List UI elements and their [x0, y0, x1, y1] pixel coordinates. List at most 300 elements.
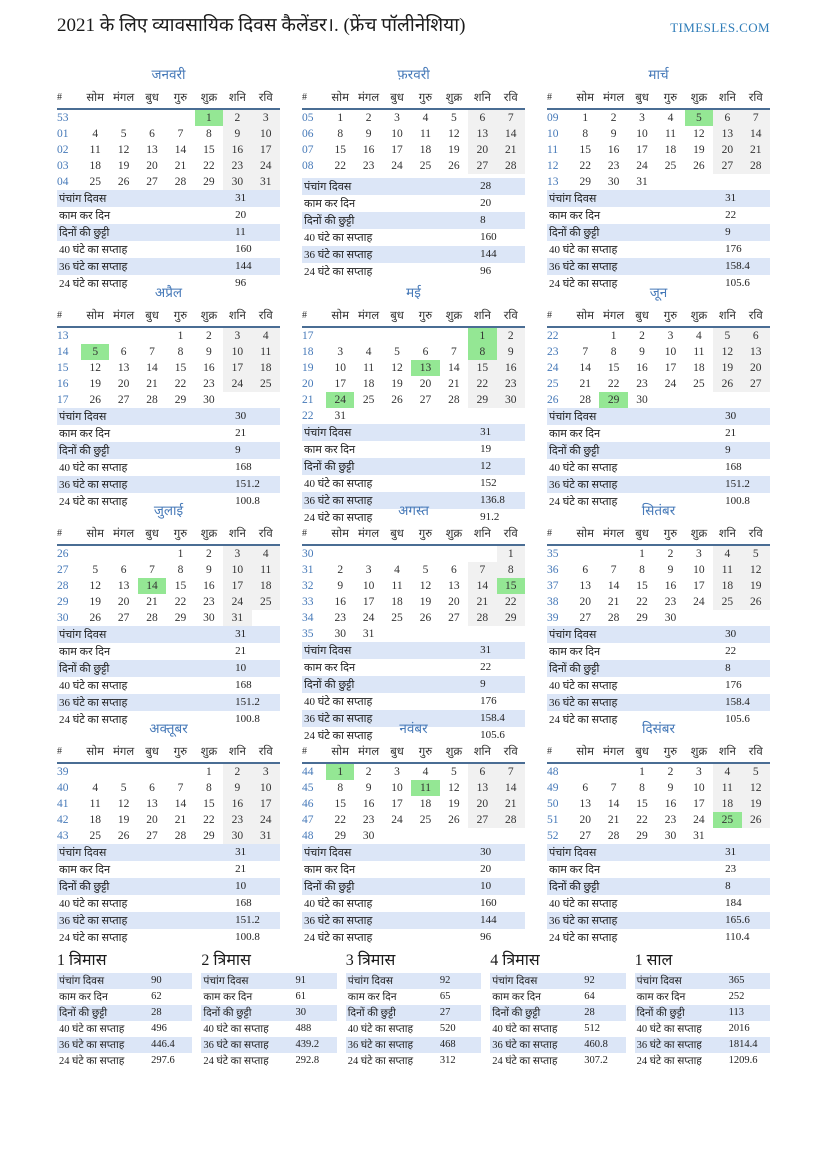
day-cell: 8: [206, 127, 212, 140]
month-stat-value: 31: [480, 426, 492, 439]
summary-stat-row: [57, 1005, 192, 1021]
summary-stat-row: [490, 1053, 625, 1069]
day-cell: 12: [117, 797, 130, 810]
day-cell: 15: [468, 360, 496, 376]
day-cell: 30: [203, 611, 215, 624]
month-stat-row: [57, 408, 280, 425]
week-number: 48: [547, 765, 559, 778]
holiday-day-cell: 5: [81, 344, 109, 360]
day-header: गुरु: [411, 88, 439, 109]
day-cell: [326, 545, 354, 562]
day-cell: [571, 327, 599, 344]
calendar-week-row: [57, 174, 280, 190]
day-cell: 10: [362, 579, 375, 592]
day-cell: 21: [607, 813, 620, 826]
summary-stat-value: 488: [295, 1023, 312, 1035]
day-cell: 19: [391, 377, 403, 390]
day-cell: 2: [365, 765, 372, 778]
day-cell: 18: [693, 361, 705, 374]
summary-stat-row: [57, 973, 192, 989]
day-cell: 25: [693, 377, 705, 390]
summary-stat-value: 65: [439, 991, 451, 1003]
month-stat-value: 22: [725, 645, 737, 658]
day-cell: 20: [419, 377, 432, 390]
day-cell: 25: [252, 376, 280, 392]
calendar-table: [57, 88, 280, 190]
day-cell: 13: [713, 126, 741, 142]
day-cell: 13: [579, 579, 591, 592]
month-stat-label: काम कर दिन: [549, 863, 601, 876]
day-cell: [468, 545, 496, 562]
day-header: मंगल: [109, 742, 137, 763]
day-cell: 25: [713, 594, 741, 610]
summary-stat-row: [346, 1037, 481, 1053]
month-stat-value: 31: [235, 192, 247, 205]
day-cell: 16: [223, 142, 251, 158]
calendar-week-row: [57, 376, 280, 392]
month-stat-value: 144: [480, 248, 497, 261]
day-cell: 5: [120, 127, 127, 140]
calendar-week-row: [57, 780, 280, 796]
day-header: रवि: [742, 306, 770, 327]
day-header: गुरु: [656, 306, 684, 327]
day-cell: 16: [664, 579, 677, 592]
day-cell: [497, 828, 525, 844]
summary-stat-value: 520: [439, 1023, 456, 1035]
month-stat-row: [547, 459, 770, 476]
month-stat-value: 9: [725, 226, 731, 239]
day-cell: 26: [419, 611, 432, 624]
day-header: सोम: [571, 88, 599, 109]
week-number: 22: [547, 329, 559, 342]
day-cell: 5: [120, 781, 127, 794]
day-cell: [571, 763, 599, 780]
month-stat-row: [302, 178, 525, 195]
month-stat-label: पंचांग दिवस: [59, 410, 107, 423]
month-stat-value: 168: [725, 461, 742, 474]
week-number: 42: [57, 813, 69, 826]
week-number: 07: [302, 143, 314, 156]
calendar-week-row: [547, 578, 770, 594]
day-cell: 14: [448, 361, 460, 374]
calendar-week-row: [547, 344, 770, 360]
day-cell: 16: [362, 797, 375, 810]
day-header: मंगल: [599, 742, 627, 763]
month-stat-row: [57, 190, 280, 207]
month-stat-value: 100.8: [235, 495, 260, 508]
summary-stat-row: [57, 1037, 192, 1053]
month-stat-label: दिनों की छुट्टी: [549, 444, 600, 457]
month-stat-label: काम कर दिन: [549, 427, 601, 440]
day-cell: 13: [146, 143, 158, 156]
week-number: 15: [57, 361, 69, 374]
day-cell: [354, 408, 382, 424]
calendar-header-row: [57, 742, 280, 763]
summary-stat-label: 40 घंटे का सप्ताह: [492, 1023, 558, 1035]
month-stat-value: 30: [725, 628, 737, 641]
day-cell: 4: [713, 545, 741, 562]
day-cell: 10: [391, 127, 403, 140]
day-header: गुरु: [166, 524, 194, 545]
summary-stat-value: 312: [439, 1055, 456, 1067]
day-cell: 15: [334, 143, 346, 156]
day-cell: [440, 408, 468, 424]
day-cell: 6: [582, 781, 589, 794]
page-title: 2021 के लिए व्यावसायिक दिवस कैलेंडर।. (फ्रेंच पॉलीनेशिया): [57, 15, 466, 36]
month-stat-label: पंचांग दिवस: [304, 846, 352, 859]
day-cell: 25: [252, 594, 280, 610]
calendar-table: [302, 742, 525, 844]
day-header: रवि: [252, 306, 280, 327]
day-cell: 24: [636, 159, 648, 172]
day-cell: [383, 626, 411, 642]
day-cell: 15: [579, 143, 591, 156]
day-cell: 9: [337, 579, 344, 592]
day-cell: [326, 327, 354, 344]
day-cell: 28: [174, 175, 187, 188]
day-cell: 29: [579, 175, 591, 188]
day-cell: 24: [223, 594, 251, 610]
calendar-week-row: [57, 360, 280, 376]
day-cell: 4: [365, 345, 372, 358]
calendar-week-row: [302, 376, 525, 392]
day-cell: 12: [89, 579, 101, 592]
calendar-week-row: [57, 763, 280, 780]
day-cell: 10: [252, 780, 280, 796]
month-title: दिसंबर: [641, 720, 676, 736]
summary-stat-row: [635, 989, 770, 1005]
day-cell: 23: [203, 377, 215, 390]
day-header: शनि: [713, 742, 741, 763]
calendar-header-row: [302, 742, 525, 763]
summary-stat-label: काम कर दिन: [347, 991, 397, 1003]
calendar-week-row: [302, 327, 525, 344]
day-cell: 8: [582, 127, 589, 140]
day-cell: 22: [334, 813, 346, 826]
month-stat-label: 40 घंटे का सप्ताह: [304, 695, 373, 708]
holiday-day-cell: 5: [685, 109, 713, 126]
summary-title: 1 त्रिमास: [57, 951, 107, 969]
day-cell: 17: [693, 797, 705, 810]
summary-block: [201, 948, 336, 1069]
day-cell: 7: [149, 563, 155, 576]
summary-stat-row: [57, 1021, 192, 1037]
summary-stat-value: 61: [295, 991, 306, 1003]
day-header: बुध: [138, 88, 166, 109]
day-cell: 21: [448, 377, 460, 390]
holiday-day-cell: 24: [326, 392, 354, 408]
day-header: रवि: [497, 306, 525, 327]
month-stat-row: [57, 929, 280, 946]
day-cell: 7: [149, 345, 155, 358]
day-cell: 17: [223, 360, 251, 376]
day-header: गुरु: [656, 524, 684, 545]
week-column-header: #: [547, 524, 571, 545]
month-stat-value: 22: [725, 209, 737, 222]
day-cell: 13: [448, 579, 460, 592]
summary-stat-value: 30: [295, 1007, 306, 1019]
day-cell: 24: [391, 813, 403, 826]
day-cell: 4: [667, 111, 674, 124]
summary-stat-row: [490, 1021, 625, 1037]
day-header: रवि: [252, 88, 280, 109]
day-cell: 27: [579, 829, 591, 842]
day-cell: 30: [203, 393, 215, 406]
day-cell: 17: [391, 143, 403, 156]
week-number: 39: [57, 765, 69, 778]
site-link[interactable]: TIMESLES.COM: [670, 20, 770, 35]
day-cell: 20: [117, 377, 130, 390]
day-cell: 8: [639, 781, 645, 794]
day-header: शुक्र: [195, 306, 223, 327]
month-stat-value: 22: [480, 661, 492, 674]
summary-stat-label: 24 घंटे का सप्ताह: [203, 1055, 269, 1067]
month-stat-row: [57, 207, 280, 224]
day-cell: 24: [362, 611, 375, 624]
day-cell: 2: [206, 547, 212, 560]
month-stat-table: [57, 626, 280, 728]
day-cell: 7: [742, 109, 770, 126]
day-cell: 10: [693, 563, 705, 576]
day-cell: [440, 626, 468, 642]
day-cell: 7: [451, 345, 457, 358]
month-stat-row: [302, 912, 525, 929]
day-cell: 24: [693, 595, 705, 608]
day-cell: 14: [497, 780, 525, 796]
day-cell: 12: [448, 127, 460, 140]
month-stat-row: [547, 694, 770, 711]
month-stat-label: 24 घंटे का सप्ताह: [549, 495, 618, 508]
day-cell: [713, 828, 741, 844]
week-number: 51: [547, 813, 559, 826]
summary-stat-value: 90: [151, 975, 162, 987]
day-header: रवि: [742, 742, 770, 763]
day-cell: 20: [468, 142, 496, 158]
month-stat-label: दिनों की छुट्टी: [304, 678, 355, 691]
day-cell: 18: [713, 796, 741, 812]
day-header: रवि: [742, 88, 770, 109]
calendar-week-row: [57, 158, 280, 174]
month-stat-label: काम कर दिन: [304, 197, 356, 210]
day-cell: 15: [203, 797, 215, 810]
day-cell: 9: [667, 781, 674, 794]
calendar-week-row: [302, 408, 525, 424]
day-cell: [81, 327, 109, 344]
day-cell: [571, 545, 599, 562]
month-stat-label: दिनों की छुट्टी: [304, 880, 355, 893]
month-block: [302, 719, 525, 944]
week-number: 20: [302, 377, 314, 390]
day-cell: 2: [667, 765, 674, 778]
month-title: जून: [649, 284, 668, 300]
day-cell: 30: [664, 829, 677, 842]
week-column-header: #: [57, 306, 81, 327]
day-cell: 18: [664, 143, 677, 156]
day-cell: 19: [713, 360, 741, 376]
summary-stat-value: 92: [584, 975, 595, 987]
day-cell: 14: [497, 126, 525, 142]
calendar-table: [547, 524, 770, 626]
day-cell: 3: [696, 765, 702, 778]
day-cell: 27: [468, 812, 496, 828]
day-cell: 31: [362, 627, 375, 640]
month-stat-value: 158.4: [480, 712, 505, 725]
day-cell: 23: [362, 813, 375, 826]
day-cell: 17: [636, 143, 648, 156]
month-stat-row: [547, 408, 770, 425]
day-header: सोम: [571, 306, 599, 327]
day-cell: [497, 408, 525, 424]
day-cell: 17: [391, 797, 403, 810]
holiday-day-cell: 29: [599, 392, 627, 408]
day-cell: 11: [713, 780, 741, 796]
week-number: 03: [57, 159, 69, 172]
calendar-week-row: [547, 780, 770, 796]
day-cell: 12: [448, 781, 460, 794]
summary-stat-value: 1209.6: [728, 1055, 758, 1067]
day-header: शुक्र: [440, 742, 468, 763]
day-cell: 9: [223, 780, 251, 796]
calendar-week-row: [57, 562, 280, 578]
day-cell: 28: [607, 829, 620, 842]
month-stat-row: [57, 442, 280, 459]
calendar-week-row: [302, 828, 525, 844]
week-number: 35: [547, 547, 559, 560]
calendar-week-row: [302, 578, 525, 594]
day-cell: 18: [391, 595, 403, 608]
day-cell: 28: [607, 611, 620, 624]
summary-stat-label: 24 घंटे का सप्ताह: [492, 1055, 558, 1067]
day-cell: 11: [693, 345, 705, 358]
day-cell: 22: [497, 594, 525, 610]
day-cell: 22: [579, 159, 591, 172]
calendar-week-row: [302, 780, 525, 796]
month-stat-value: 96: [480, 265, 492, 278]
calendar-week-row: [547, 360, 770, 376]
week-number: 34: [302, 611, 314, 624]
day-cell: 17: [362, 595, 375, 608]
month-stat-value: 19: [480, 443, 492, 456]
day-cell: 2: [667, 547, 674, 560]
day-cell: 3: [394, 765, 400, 778]
calendar-week-row: [302, 392, 525, 408]
day-cell: 28: [448, 393, 460, 406]
day-cell: 26: [117, 175, 130, 188]
month-stat-label: 24 घंटे का सप्ताह: [304, 511, 373, 524]
calendar-week-row: [547, 174, 770, 190]
day-cell: 19: [419, 595, 432, 608]
summary-stat-row: [346, 973, 481, 989]
summary-stat-row: [346, 989, 481, 1005]
week-number: 13: [57, 329, 69, 342]
day-cell: 26: [117, 829, 130, 842]
month-stat-row: [302, 844, 525, 861]
summary-stat-row: [201, 1021, 336, 1037]
week-column-header: #: [302, 306, 326, 327]
month-stat-row: [57, 476, 280, 493]
month-stat-row: [547, 844, 770, 861]
month-stat-label: 36 घंटे का सप्ताह: [549, 914, 618, 927]
day-cell: 2: [610, 111, 617, 124]
day-cell: 23: [334, 611, 346, 624]
day-cell: 14: [146, 361, 158, 374]
day-cell: 9: [497, 344, 525, 360]
week-number: 11: [547, 143, 559, 156]
calendar-week-row: [547, 796, 770, 812]
day-cell: 9: [667, 563, 674, 576]
month-stat-value: 9: [725, 444, 731, 457]
day-header: शुक्र: [195, 88, 223, 109]
calendar-header-row: [302, 306, 525, 327]
day-cell: 22: [607, 377, 620, 390]
month-stat-label: 36 घंटे का सप्ताह: [304, 494, 373, 507]
summary-stat-row: [490, 973, 625, 989]
calendar-week-row: [302, 626, 525, 642]
day-cell: 6: [468, 763, 496, 780]
day-cell: [138, 327, 166, 344]
calendar-week-row: [302, 109, 525, 126]
month-stat-row: [57, 677, 280, 694]
day-cell: 16: [636, 361, 648, 374]
day-cell: 3: [394, 111, 400, 124]
summary-stat-value: 439.2: [295, 1039, 320, 1051]
day-cell: 6: [422, 345, 429, 358]
day-cell: 10: [223, 344, 251, 360]
day-cell: 14: [579, 361, 591, 374]
calendar-table: [302, 88, 525, 174]
week-number: 52: [547, 829, 559, 842]
day-cell: [713, 174, 741, 190]
day-cell: 6: [468, 109, 496, 126]
week-column-header: #: [57, 524, 81, 545]
day-cell: 30: [636, 393, 648, 406]
month-stat-table: [302, 178, 525, 280]
day-cell: 9: [365, 127, 372, 140]
calendar-week-row: [547, 126, 770, 142]
day-cell: 23: [223, 812, 251, 828]
day-cell: [411, 828, 439, 844]
calendar-week-row: [57, 812, 280, 828]
day-cell: 20: [146, 813, 158, 826]
day-header: मंगल: [354, 524, 382, 545]
day-cell: 29: [203, 829, 215, 842]
week-column-header: #: [57, 88, 81, 109]
day-cell: [383, 408, 411, 424]
day-cell: 12: [693, 127, 705, 140]
month-stat-value: 151.2: [235, 478, 260, 491]
day-cell: 25: [391, 611, 403, 624]
day-cell: 7: [497, 763, 525, 780]
month-stat-value: 105.6: [725, 713, 750, 726]
day-cell: 30: [223, 174, 251, 190]
calendar-week-row: [57, 109, 280, 126]
day-cell: [440, 828, 468, 844]
month-stat-row: [302, 676, 525, 693]
week-number: 23: [547, 345, 559, 358]
day-cell: [354, 327, 382, 344]
day-cell: [713, 392, 741, 408]
week-number: 26: [547, 393, 559, 406]
summary-stat-label: काम कर दिन: [203, 991, 253, 1003]
day-cell: [383, 828, 411, 844]
day-cell: 19: [742, 578, 770, 594]
day-cell: 13: [117, 579, 130, 592]
day-cell: 20: [579, 595, 591, 608]
day-cell: 12: [391, 361, 403, 374]
day-header: शनि: [713, 88, 741, 109]
day-cell: [109, 545, 137, 562]
day-cell: 28: [497, 812, 525, 828]
